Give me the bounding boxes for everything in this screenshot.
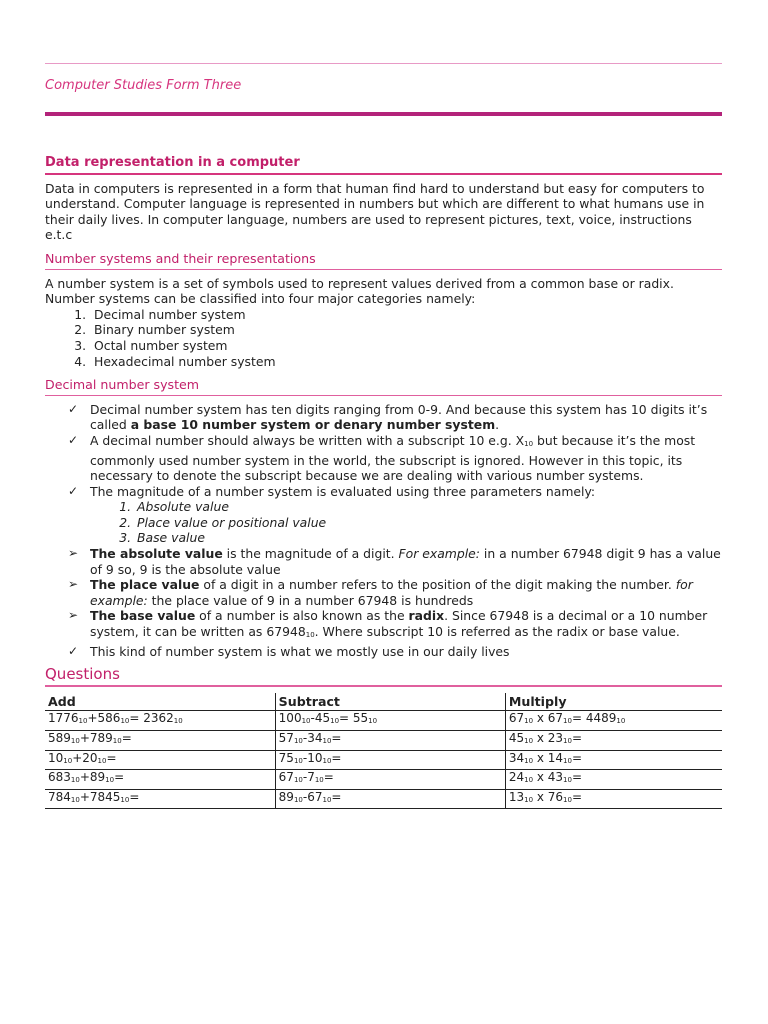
list-item: 1. Absolute value [135,499,722,515]
table-row [45,750,722,770]
list-item: ➢ The absolute value is the magnitude of a digit. For example: in a number 67948 digit 9 has a value of 9 so, 9 is the absolute value [45,546,722,577]
table-cell: $57_{10}-34_{10}=$ [275,731,505,751]
column-header-add: Add [45,693,275,711]
list-item: ✓ Decimal number system has ten digits ranging from 0-9. And because this system has 10 digits it’s called a base 10 number system or denary number system. [45,402,722,433]
questions-heading: Questions [45,667,722,687]
list-item: 3. Octal number system [90,338,722,354]
document-title: Computer Studies Form Three [45,78,242,93]
table-cell: $1776_{10}+586_{10}= 2362_{10}$ [45,711,275,731]
table-row [45,711,722,731]
list-item: 2. Binary number system [90,322,722,338]
questions-table [45,693,722,810]
header-divider [45,112,722,116]
column-header-multiply: Multiply [505,693,722,711]
parameters-list [45,499,722,546]
list-item: ✓ A decimal number should always be written with a subscript 10 e.g. $X_{10}$ but because it’s the most commonly used number system in the world, the subscript is ignored. However in this topic, its necessary to denote the subscript because we are dealing with various number systems. [45,433,722,484]
list-item: 3. Base value [135,530,722,546]
column-header-subtract: Subtract [275,693,505,711]
list-item: ➢ The place value of a digit in a number refers to the position of the digit making the number. for example: the place value of 9 in a number 67948 is hundreds [45,577,722,608]
check-icon: ✓ [68,432,79,447]
table-row [45,770,722,790]
check-icon: ✓ [68,643,79,658]
table-cell: $75_{10}-10_{10}=$ [275,750,505,770]
table-row [45,731,722,751]
table-row [45,789,722,809]
list-item: 4. Hexadecimal number system [90,354,722,370]
table-cell: $34_{10}$ x $14_{10}=$ [505,750,722,770]
table-header-row [45,693,722,711]
arrow-bullet-icon: ➢ [68,546,79,561]
number-systems-list [45,307,722,369]
intro-paragraph: Data in computers is represented in a form that human find hard to understand but easy for computers to understand. Computer language is represented in numbers but which are different to what humans use in their daily lives. In computer language, numbers are used to represent pictures, text, voice, instructions e.t.c [45,180,705,243]
table-cell: $24_{10}$ x $43_{10}=$ [505,770,722,790]
list-item: 1. Decimal number system [90,307,722,323]
header-rule [45,63,722,64]
list-item: ✓ The magnitude of a number system is evaluated using three parameters namely: [45,484,722,500]
table-cell: $67_{10}$ x $67_{10}= 4489_{10}$ [505,711,722,731]
number-systems-paragraph: A number system is a set of symbols used to represent values derived from a common base or radix. Number systems can be classified into four major categories namely: [45,275,674,307]
table-cell: $589_{10}+789_{10}=$ [45,731,275,751]
check-icon: ✓ [68,483,79,498]
table-cell: $67_{10}-7_{10}=$ [275,770,505,790]
document-body [45,155,722,809]
section-heading: Data representation in a computer [45,155,722,175]
list-item: ✓ This kind of number system is what we mostly use in our daily lives [45,644,722,660]
decimal-heading: Decimal number system [45,377,722,396]
list-item: ➢ The base value of a number is also known as the radix. Since 67948 is a decimal or a 10 number system, it can be written as $67948_{10}$. Where subscript 10 is referred as the radix or base value. [45,608,722,643]
list-item: 2. Place value or positional value [135,515,722,531]
table-cell: $89_{10}-67_{10}=$ [275,789,505,809]
table-cell: $10_{10}+20_{10}=$ [45,750,275,770]
table-cell: $13_{10}$ x $76_{10}=$ [505,789,722,809]
table-cell: $784_{10}+7845_{10}=$ [45,789,275,809]
arrow-bullet-icon: ➢ [68,608,79,623]
check-icon: ✓ [68,401,79,416]
number-systems-heading: Number systems and their representations [45,251,722,270]
table-cell: $683_{10}+89_{10}=$ [45,770,275,790]
table-cell: $45_{10}$ x $23_{10}=$ [505,731,722,751]
arrow-bullet-icon: ➢ [68,577,79,592]
table-cell: $100_{10}-45_{10}= 55_{10}$ [275,711,505,731]
